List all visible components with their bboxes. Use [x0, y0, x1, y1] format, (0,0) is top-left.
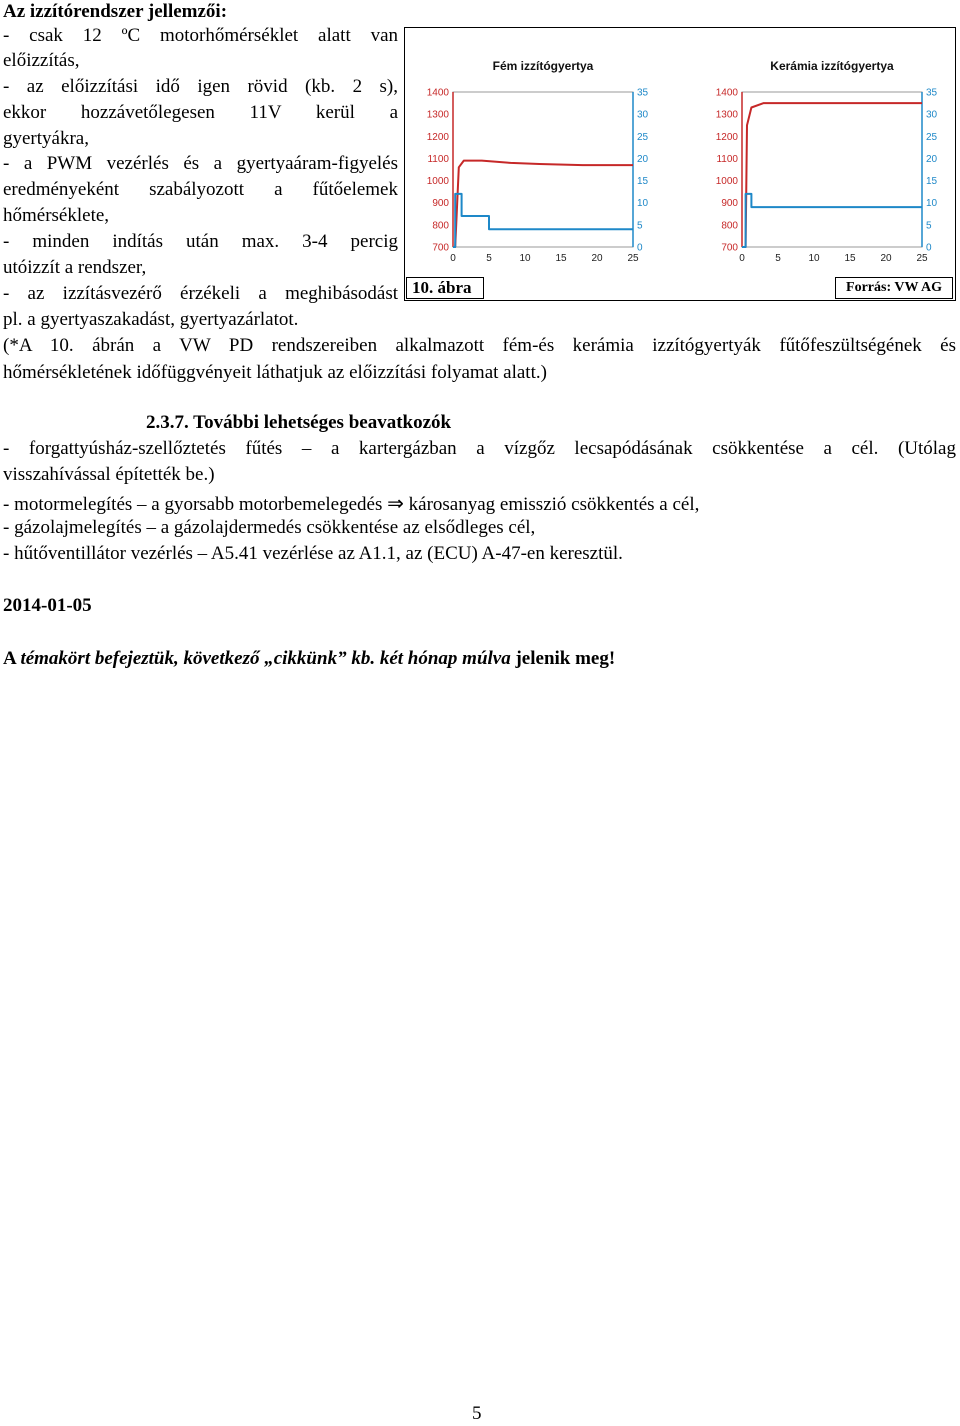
y-left-tick-label: 1400: [715, 87, 738, 99]
x-tick-label: 10: [519, 253, 531, 264]
text-line: utóizzít a rendszer,: [3, 257, 147, 278]
temperature-series-line: [453, 161, 633, 247]
text-line: - a PWM vezérlés és a gyertyaáram-figyelés: [3, 153, 398, 174]
y-right-tick-label: 35: [926, 87, 938, 99]
text-line: [3, 491, 699, 517]
y-right-tick-label: 25: [637, 131, 649, 143]
y-left-tick-label: 1200: [715, 131, 738, 143]
closing-segment: jelenik meg!: [515, 648, 616, 669]
text-line: - minden indítás után max. 3-4 percig: [3, 231, 398, 252]
voltage-series-line: [742, 194, 922, 247]
y-left-tick-label: 900: [721, 198, 738, 210]
x-tick-label: 15: [555, 253, 567, 264]
x-tick-label: 0: [739, 253, 745, 264]
text-line: eredményeként szabályozott a fűtőelemek: [3, 179, 398, 200]
text-line: (*A 10. ábrán a VW PD rendszereiben alkalmazott fém-és kerámia izzítógyertyák fűtőfeszültségének és: [3, 335, 956, 356]
x-tick-label: 10: [808, 253, 820, 264]
text-line: - csak 12 ºC motorhőmérséklet alatt van: [3, 25, 398, 46]
text-line: - hűtőventillátor vezérlés – A5.41 vezérlése az A1.1, az (ECU) A-47-en keresztül.: [3, 543, 623, 564]
y-right-tick-label: 15: [637, 176, 649, 188]
y-left-tick-label: 700: [721, 242, 738, 254]
closing-line: [3, 647, 615, 671]
y-left-tick-label: 1400: [426, 87, 449, 99]
glow-plug-charts: [405, 28, 955, 300]
figure-caption: 10. ábra: [406, 277, 484, 299]
text-segment: - motormelegítés – a gyorsabb motorbemelegedés: [3, 494, 383, 515]
y-left-tick-label: 800: [432, 220, 449, 232]
closing-segment-italic: témakört befejeztük, következő „cikkünk” kb. két hónap múlva: [20, 648, 511, 669]
chart-title: Kerámia izzítógyertya: [770, 59, 894, 73]
section-title: 2.3.7. További lehetséges beavatkozók: [146, 412, 452, 433]
y-left-tick-label: 700: [432, 242, 449, 254]
x-tick-label: 20: [880, 253, 892, 264]
date: 2014-01-05: [3, 595, 92, 616]
y-right-tick-label: 10: [637, 198, 649, 210]
y-left-tick-label: 1300: [715, 109, 738, 121]
closing-segment: A: [3, 648, 16, 669]
text-line: hőmérséklete,: [3, 205, 110, 226]
y-right-tick-label: 5: [637, 220, 643, 232]
y-right-tick-label: 30: [637, 109, 649, 121]
y-right-tick-label: 15: [926, 176, 938, 188]
y-left-tick-label: 1100: [427, 153, 449, 165]
text-line: előizzítás,: [3, 50, 80, 71]
y-left-tick-label: 800: [721, 220, 738, 232]
y-right-tick-label: 0: [637, 242, 643, 254]
y-right-tick-label: 20: [926, 153, 938, 165]
y-left-tick-label: 1300: [426, 109, 449, 121]
text-line: - forgattyúsház-szellőztetés fűtés – a kartergázban a vízgőz lecsapódásának csökkentése a cél. (Utólag: [3, 438, 956, 459]
text-line: gyertyákra,: [3, 128, 89, 149]
y-right-tick-label: 25: [926, 131, 938, 143]
plot-frame: [742, 92, 922, 247]
text-line: - az izzításvezérő érzékeli a meghibásodást: [3, 283, 398, 304]
figure-source: Forrás: VW AG: [835, 277, 953, 299]
text-line: visszahívással építették be.): [3, 464, 215, 485]
y-right-tick-label: 10: [926, 198, 938, 210]
heading: Az izzítórendszer jellemzői:: [3, 1, 228, 22]
y-left-tick-label: 1100: [716, 153, 738, 165]
y-right-tick-label: 35: [637, 87, 649, 99]
text-line: - az előizzítási idő igen rövid (kb. 2 s),: [3, 76, 398, 97]
y-right-tick-label: 20: [637, 153, 649, 165]
chart-title: Fém izzítógyertya: [492, 59, 594, 73]
y-left-tick-label: 1000: [426, 176, 449, 188]
y-right-tick-label: 5: [926, 220, 932, 232]
y-right-tick-label: 30: [926, 109, 938, 121]
text-line: - gázolajmelegítés – a gázolajdermedés csökkentése az elsődleges cél,: [3, 517, 536, 538]
page-number: 5: [472, 1403, 482, 1424]
x-tick-label: 25: [916, 253, 928, 264]
double-right-arrow-icon: ⇒: [387, 491, 404, 515]
text-segment: károsanyag emisszió csökkentés a cél,: [408, 494, 700, 515]
voltage-series-line: [453, 194, 633, 247]
temperature-series-line: [742, 103, 922, 247]
y-left-tick-label: 1200: [426, 131, 449, 143]
x-tick-label: 0: [450, 253, 456, 264]
x-tick-label: 5: [775, 253, 781, 264]
y-left-tick-label: 900: [432, 198, 449, 210]
x-tick-label: 15: [844, 253, 856, 264]
text-line: ekkor hozzávetőlegesen 11V kerül a: [3, 102, 398, 123]
x-tick-label: 25: [627, 253, 639, 264]
text-line: hőmérsékletének időfüggvényeit láthatjuk az előizzítási folyamat alatt.): [3, 362, 547, 383]
y-left-tick-label: 1000: [715, 176, 738, 188]
x-tick-label: 5: [486, 253, 492, 264]
text-line: pl. a gyertyaszakadást, gyertyazárlatot.: [3, 309, 299, 330]
x-tick-label: 20: [591, 253, 603, 264]
figure-10: [404, 27, 956, 301]
y-right-tick-label: 0: [926, 242, 932, 254]
plot-frame: [453, 92, 633, 247]
